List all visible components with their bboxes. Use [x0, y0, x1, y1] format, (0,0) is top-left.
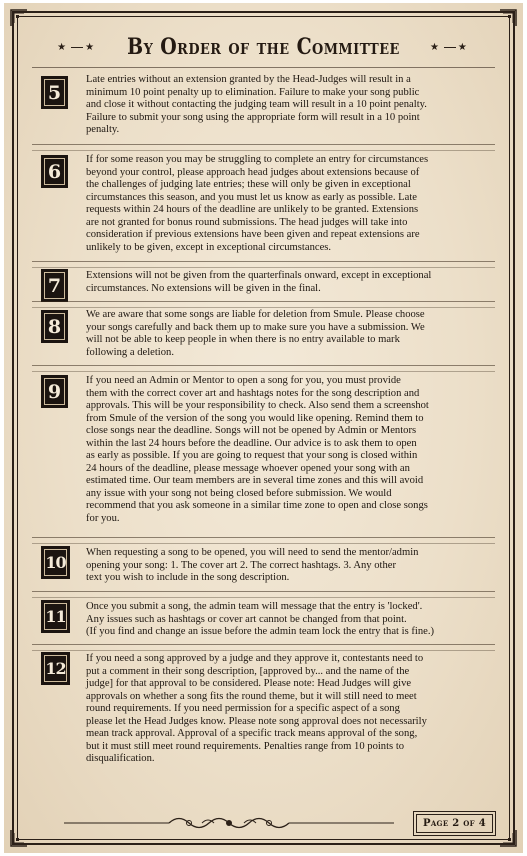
page-title: By Order of the Committee — [127, 34, 400, 60]
scroll-ornament-icon — [64, 813, 394, 833]
rule-text — [86, 309, 496, 359]
text-line: following a deletion. — [86, 346, 174, 358]
title-divider — [32, 67, 495, 68]
text-line: please let the Head Judges know. Please note song approval does not necessarily — [86, 715, 427, 727]
text-line: your songs carefully and back them up to make sure you have a submission. We — [86, 321, 425, 333]
text-line: (If you find and change an issue before the admin team lock the entry that is fine.) — [86, 626, 435, 637]
text-line: Late entries without an extension granted by the Head-Judges will result in a — [86, 74, 411, 85]
rule-text — [86, 270, 496, 295]
text-line: any issue with your song not being closed before submission. We would — [86, 487, 392, 499]
star-ornament-icon: ★ ★ — [429, 41, 470, 53]
text-line: penalty. — [86, 124, 120, 135]
section-divider — [32, 261, 495, 268]
text-line: them with the correct cover art and hashtags notes for the song description and — [86, 387, 420, 399]
section-divider — [32, 537, 495, 544]
rule-number-badge: 12 — [41, 652, 70, 685]
section-divider — [32, 365, 495, 372]
text-line: as early as possible. If you are going to request that your song is closed within — [86, 450, 418, 461]
text-line: When requesting a song to be opened, you will need to send the mentor/admin — [86, 547, 419, 558]
corner-ornament-icon — [499, 9, 517, 27]
text-line: 24 hours of the deadline, please message whoever opened your song with an — [86, 462, 410, 474]
section-divider — [32, 591, 495, 598]
text-line: within the last 24 hours before the deadline. Our advice is to ask them to open — [86, 437, 417, 449]
text-line: text you wish to include in the song description. — [86, 572, 290, 583]
rule-number-badge: 7 — [41, 269, 68, 302]
rule-text — [86, 601, 496, 639]
text-line: Any issues such as hashtags or cover art cannot be changed from that point. — [86, 613, 407, 625]
section-divider — [32, 144, 495, 151]
text-line: circumstances this season, and you must let us know as early as possible. Late — [86, 191, 417, 203]
text-line: estimated time. Our team members are in several time zones and this will avoid — [86, 475, 424, 486]
text-line: approvals. This will be your responsibility to check. Also send them a screenshot — [86, 400, 429, 411]
text-line: the challenges of judging late entries; these will only be given in exceptional — [86, 179, 411, 190]
rule-number-badge: 9 — [41, 375, 68, 408]
rule-number-badge: 8 — [41, 310, 68, 343]
rule-text — [86, 547, 496, 585]
text-line: Extensions will not be given from the quarterfinals onward, except in exceptional — [86, 270, 432, 281]
text-line: requests within 24 hours of the deadline are unlikely to be granted. Extensions — [86, 204, 419, 215]
rule-text — [86, 375, 496, 525]
text-line: opening your song: 1. The cover art 2. The correct hashtags. 3. Any other — [86, 559, 396, 571]
page-number-label: Page 2 of 4 — [423, 818, 486, 829]
text-line: put a comment in their song description, [approved by... and the name of the — [86, 665, 410, 677]
text-line: approvals on whether a song fits the round theme, but it will still need to meet — [86, 690, 417, 702]
rule-text — [86, 74, 496, 137]
text-line: close songs near the deadline. Songs will not be opened by Admin or Mentors — [86, 425, 417, 436]
text-line: mean track approval. Approval of a specific track means approval of the song, — [86, 728, 418, 739]
text-line: and close it without contacting the judging team will result in a 10 point penalty. — [86, 99, 427, 110]
text-line: disqualification. — [86, 753, 155, 764]
rule-number-badge: 5 — [41, 76, 68, 109]
text-line: will not be able to keep people in when there is no entry available to mark — [86, 334, 400, 345]
corner-ornament-icon — [499, 829, 517, 847]
text-line: recommend that you ask someone in a similar time zone to open and close songs — [86, 500, 428, 511]
text-line: If you need a song approved by a judge and they approve it, contestants need to — [86, 653, 424, 664]
text-line: consideration if previous extensions have been given and repeat extensions are — [86, 229, 420, 240]
star-ornament-icon: ★ ★ — [57, 41, 98, 53]
text-line: unlikely to be given, except in exceptional circumstances. — [86, 241, 332, 253]
text-line: Once you submit a song, the admin team will message that the entry is 'locked'. — [86, 601, 423, 612]
text-line: are not granted for bonus round submissions. The head judges will take into — [86, 216, 408, 228]
text-line: round requirements. If you need permission for a specific aspect of a song — [86, 703, 400, 714]
header — [4, 27, 523, 67]
text-line: Failure to submit your song using the appropriate form will result in a 10 point — [86, 111, 420, 123]
rule-number-badge: 6 — [41, 155, 68, 188]
corner-ornament-icon — [10, 829, 28, 847]
section-divider — [32, 301, 495, 308]
text-line: If you need an Admin or Mentor to open a song for you, you must provide — [86, 375, 401, 386]
rule-text — [86, 154, 496, 254]
text-line: We are aware that some songs are liable for deletion from Smule. Please choose — [86, 309, 425, 320]
text-line: minimum 10 point penalty up to elimination. Failure to make your song public — [86, 86, 420, 98]
page-indicator — [413, 811, 496, 836]
text-line: If for some reason you may be struggling to complete an entry for circumstances — [86, 154, 429, 165]
text-line: judge] for that approval to be considered. Please note: Head Judges will give — [86, 678, 412, 689]
rule-number-badge: 10 — [41, 546, 70, 579]
text-line: but it must still meet round requirements. Penalties range from 10 points to — [86, 740, 405, 752]
text-line: from Smule of the version of the song you would like opening. Remind them to — [86, 412, 424, 424]
corner-ornament-icon — [10, 9, 28, 27]
text-line: for you. — [86, 512, 120, 524]
text-line: circumstances. No extensions will be given in the final. — [86, 282, 321, 294]
section-divider — [32, 644, 495, 651]
text-line: beyond your control, please approach head judges about extensions because of — [86, 166, 420, 178]
rule-number-badge: 11 — [41, 600, 70, 633]
rules-poster — [4, 3, 523, 853]
rule-text — [86, 653, 496, 766]
